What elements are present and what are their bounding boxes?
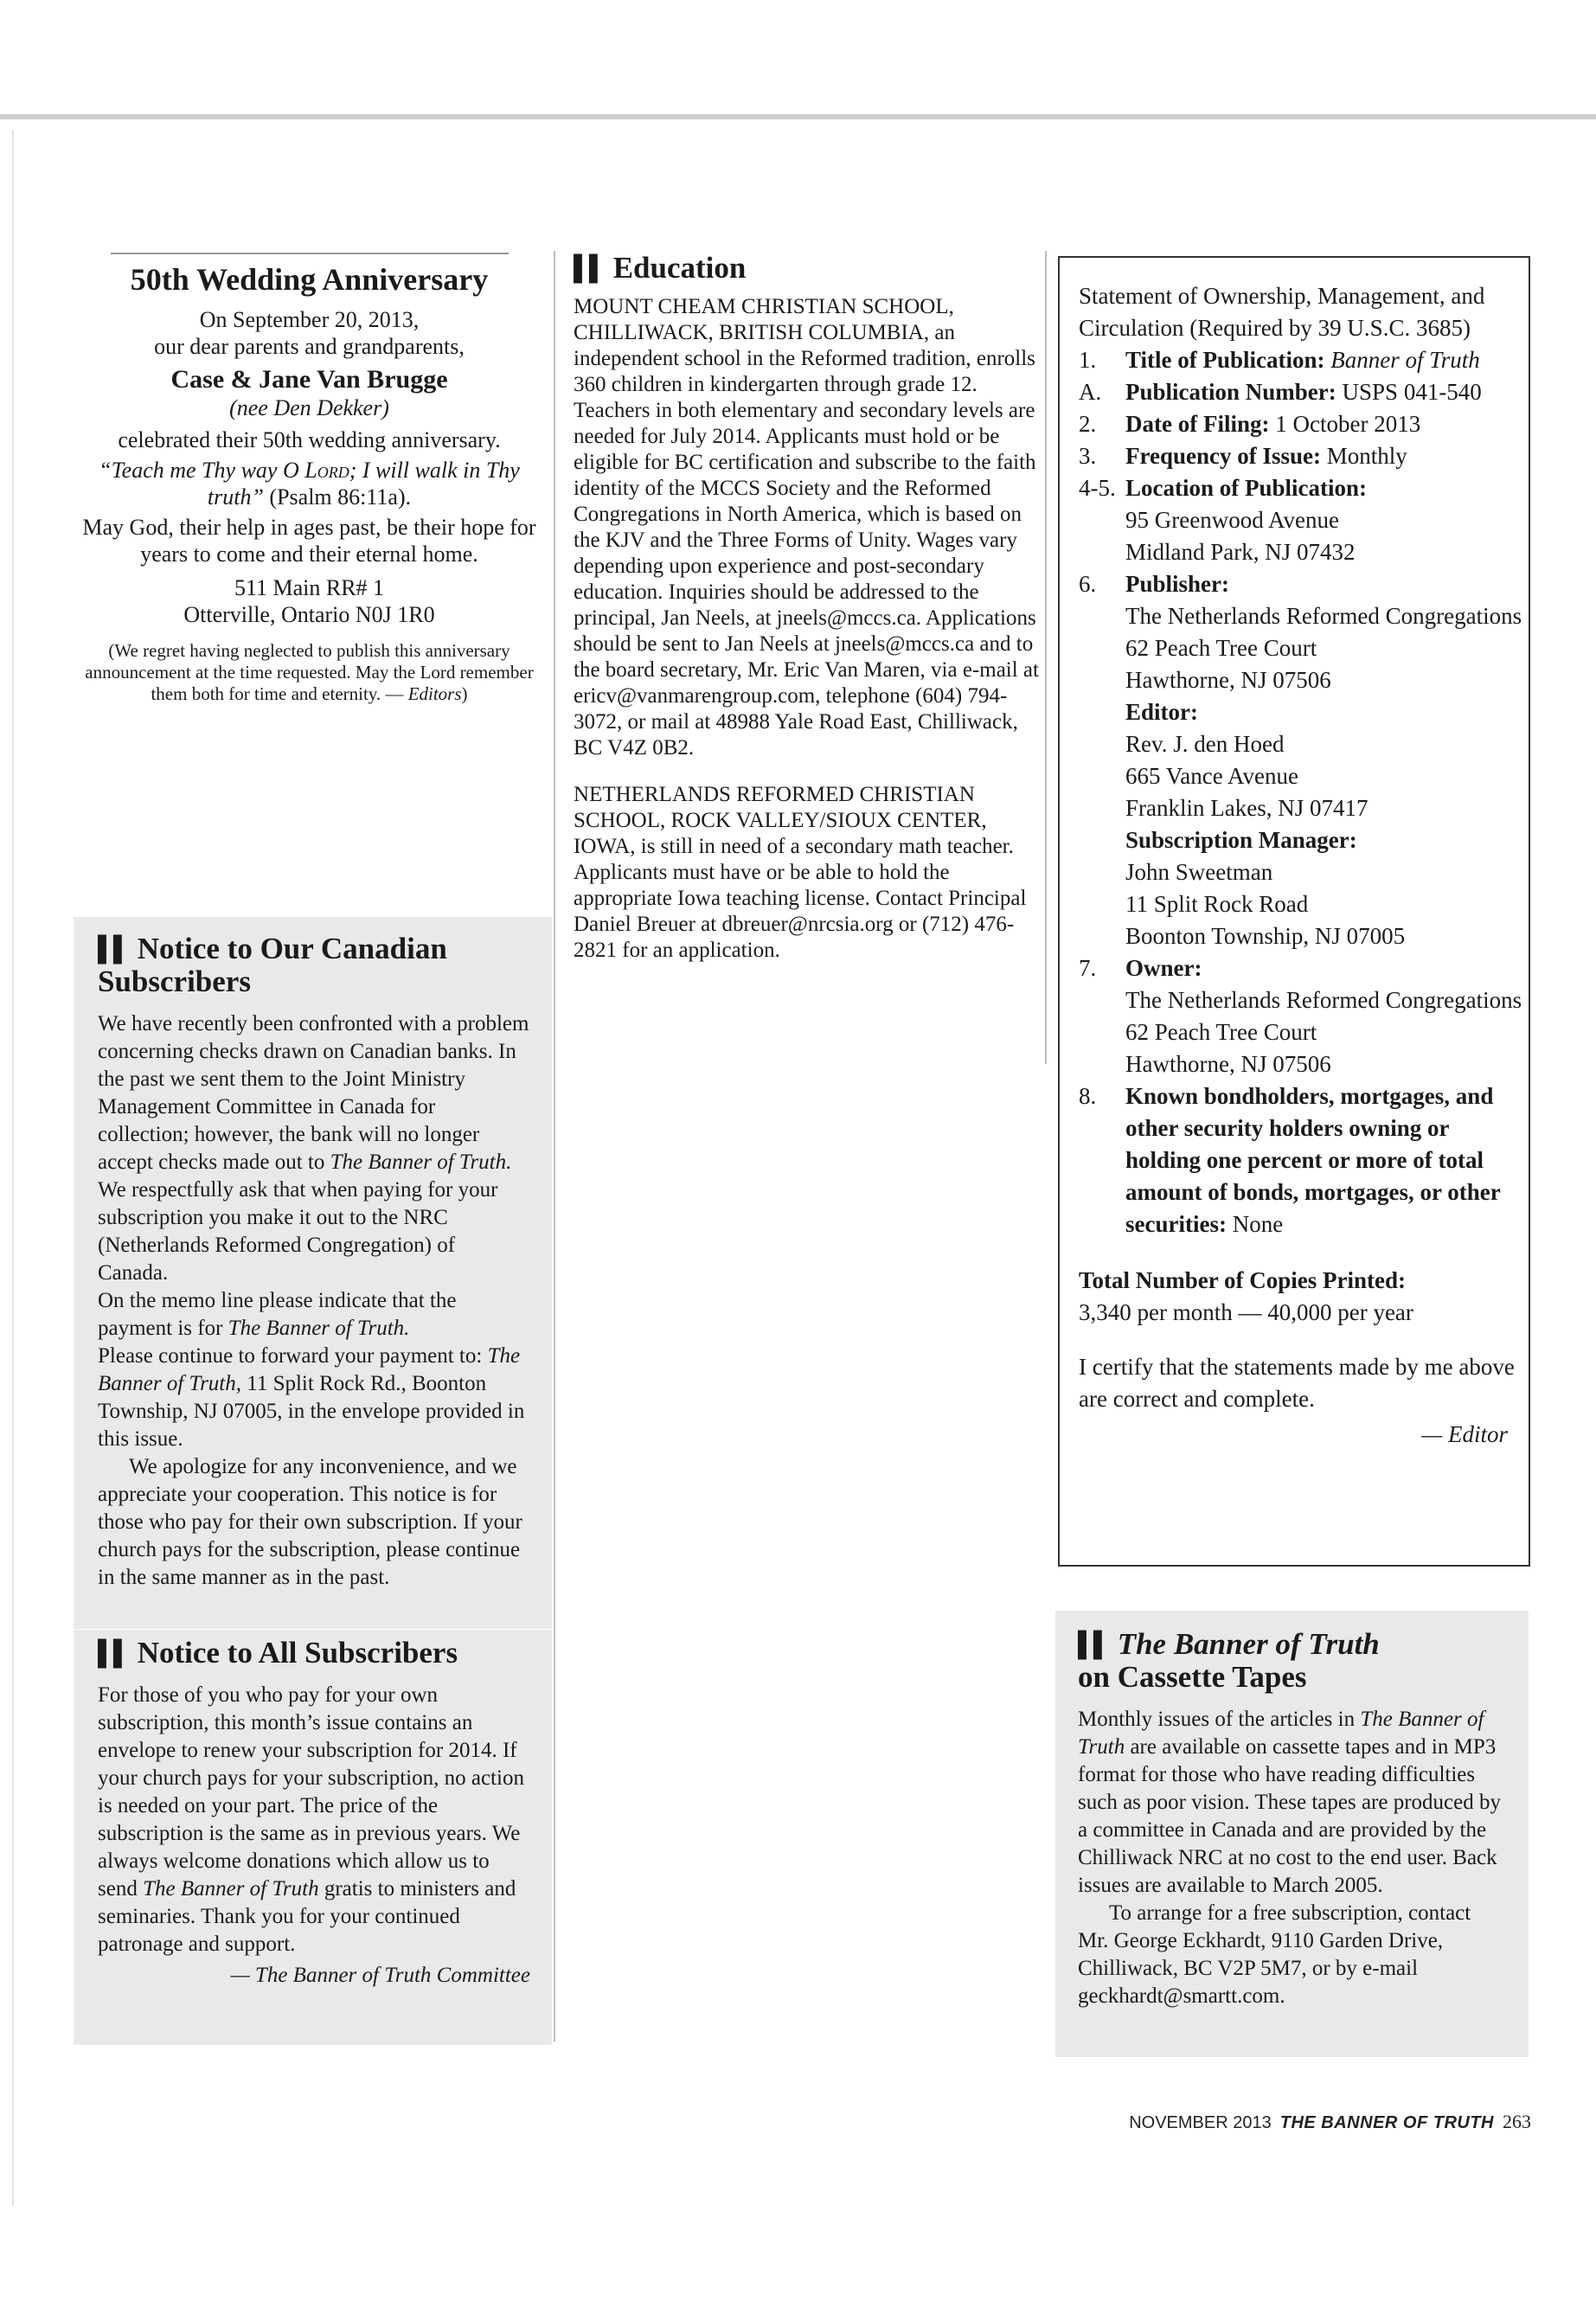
- item-value: None: [1232, 1211, 1284, 1237]
- section-bars-icon: ▌▌: [1078, 1631, 1109, 1657]
- statement-item: [1079, 440, 1529, 472]
- statement-item: [1079, 376, 1529, 408]
- p3-text-b: 11 Split Rock Rd., Boonton Township, NJ 07005, in the envelope provided in this issue.: [98, 1372, 525, 1451]
- statement-signature: — Editor: [1421, 1421, 1508, 1447]
- page-number: 263: [1503, 2111, 1531, 2132]
- anniversary-nee: (nee Den Dekker): [229, 395, 389, 420]
- cassette-title-rest: on Cassette Tapes: [1078, 1660, 1307, 1694]
- canadian-notice-p3: [98, 1343, 530, 1453]
- cassette-p2: To arrange for a free subscription, contact Mr. George Eckhardt, 9110 Garden Drive, Chilliwack, BC V2P 5M7, or by e-mail geckhardt@smartt.com.: [1078, 1901, 1471, 2008]
- address-line: 665 Vance Avenue: [1125, 763, 1298, 789]
- all-subscribers-title-text: Notice to All Subscribers: [137, 1636, 458, 1670]
- p3-text-a: Please continue to forward your payment to:: [98, 1344, 488, 1368]
- anniversary-announcement: [74, 253, 545, 705]
- section-bars-icon: ▌▌: [98, 935, 129, 962]
- item-label: Title of Publication:: [1125, 347, 1325, 373]
- education-section: [574, 251, 1041, 964]
- education-title-text: Education: [612, 251, 747, 285]
- anniversary-editor-note: [74, 640, 545, 705]
- address-line: The Netherlands Reformed Congregations: [1125, 987, 1522, 1013]
- item-label: Known bondholders, mortgages, and other security holders owning or holding one percent or more of total amount of bonds, mortgages, or other securities:: [1125, 1083, 1501, 1237]
- all-subscribers-title: [98, 1637, 530, 1670]
- all-subscribers-signature: — The Banner of Truth Committee: [230, 1964, 530, 1987]
- statement-intro: Statement of Ownership, Management, and Circulation (Required by 39 U.S.C. 3685): [1079, 283, 1485, 341]
- address-line: Hawthorne, NJ 07506: [1125, 1051, 1331, 1077]
- item-number: A.: [1079, 379, 1102, 405]
- item-number: 7.: [1079, 955, 1097, 981]
- cassette-title-italic: The Banner of Truth: [1117, 1627, 1380, 1661]
- footer-date: NOVEMBER 2013: [1129, 2113, 1272, 2132]
- canadian-notice-title: [98, 933, 530, 998]
- p1-text-a: Monthly issues of the articles in: [1078, 1708, 1361, 1731]
- address-line: Franklin Lakes, NJ 07417: [1125, 795, 1368, 821]
- subscription-manager-label: Subscription Manager:: [1125, 827, 1357, 853]
- education-netherlands-reformed: NETHERLANDS REFORMED CHRISTIAN SCHOOL, ROCK VALLEY/SIOUX CENTER, IOWA, is still in need of a secondary math teacher. Applicants must have or be able to hold the appropriate Iowa teaching license. Contact Principal Daniel Breuer at dbreuer@nrcsia.org or (712) 476-2821 for an application.: [574, 783, 1027, 962]
- section-bars-icon: ▌▌: [574, 254, 605, 281]
- verse-reference: (Psalm 86:11a).: [263, 484, 412, 510]
- total-copies-value: 3,340 per month — 40,000 per year: [1079, 1299, 1413, 1325]
- address-line: 95 Greenwood Avenue: [1125, 507, 1339, 533]
- column-divider-2: [1045, 251, 1047, 1064]
- p1-title: The Banner of Truth: [143, 1877, 319, 1900]
- p2-text-a: On the memo line please indicate that the payment is for: [98, 1289, 457, 1340]
- scan-edge-line: [0, 114, 1596, 119]
- item-number: 4-5.: [1079, 475, 1116, 501]
- verse-text-b: ; I will walk in Thy truth”: [207, 458, 520, 510]
- item-number: 8.: [1079, 1083, 1097, 1109]
- p3-title: The Banner of Truth,: [98, 1344, 521, 1395]
- address-line: Hawthorne, NJ 07506: [1125, 667, 1331, 693]
- verse-text-a: “Teach me Thy way O: [99, 458, 305, 483]
- address-line: John Sweetman: [1125, 859, 1273, 885]
- address-line: The Netherlands Reformed Congregations: [1125, 603, 1522, 629]
- cassette-p1: [1078, 1706, 1506, 1900]
- item-value: Monthly: [1326, 443, 1407, 469]
- statement-bondholders: [1079, 1080, 1529, 1240]
- item-number: 3.: [1079, 443, 1097, 469]
- footer-magazine: THE BANNER OF TRUTH: [1279, 2113, 1494, 2132]
- address-line: 62 Peach Tree Court: [1125, 635, 1317, 661]
- certification: I certify that the statements made by me above are correct and complete.: [1079, 1354, 1515, 1412]
- address-line: Boonton Township, NJ 07005: [1125, 923, 1406, 949]
- item-value: 1 October 2013: [1275, 411, 1421, 437]
- cassette-title: [1078, 1628, 1506, 1694]
- canadian-notice-p1: [98, 1010, 530, 1287]
- p1-text-b: gratis to ministers and seminaries. Thank you for your continued patronage and support.: [98, 1877, 516, 1956]
- p1-text-a: For those of you who pay for your own subscription, this month’s issue contains an envelope to renew your subscription for 2014. If your church pays for your subscription, no action is needed on your part. The price of the subscription is the same as in previous years. We always welcome donations which allow us to send: [98, 1683, 524, 1900]
- item-label: Location of Publication:: [1125, 475, 1368, 501]
- item-number: 1.: [1079, 347, 1097, 373]
- p1-title: The Banner of Truth: [1078, 1708, 1484, 1759]
- section-bars-icon: ▌▌: [98, 1639, 129, 1666]
- p1-text-b: We respectfully ask that when paying for your subscription you make it out to the NRC (Netherlands Reformed Congregation) of Canada.: [98, 1178, 498, 1285]
- editor-label: Editor:: [1125, 699, 1198, 725]
- cassette-tapes-box: [1055, 1611, 1529, 2057]
- canadian-notice-title-text: Notice to Our Canadian Subscribers: [98, 932, 447, 998]
- address-line: 62 Peach Tree Court: [1125, 1019, 1317, 1045]
- education-mount-cheam: MOUNT CHEAM CHRISTIAN SCHOOL, CHILLIWACK, BRITISH COLUMBIA, an independent school in the Reformed tradition, enrolls 360 children in kindergarten through grade 12. Teachers in both elementary and secondary levels are needed for July 2014. Applicants must hold or be eligible for BC certification and subscribe to the faith identity of the MCCS Society and the Reformed Congregations in North America, which is based on the KJV and the Three Forms of Unity. Wages vary depending upon experience and post-secondary education. Inquiries should be addressed to the principal, Jan Neels, at jneels@mccs.ca. Applications should be sent to Jan Neels at jneels@mccs.ca and to the board secretary, Mr. Eric Van Maren, via e-mail at ericv@vanmarengroup.com, telephone (604) 794-3072, or mail at 48988 Yale Road East, Chilliwack, BC V4Z 0B2.: [574, 295, 1039, 760]
- note-end: ): [461, 683, 468, 704]
- statement-publisher: [1079, 568, 1529, 952]
- anniversary-celebrated: celebrated their 50th wedding anniversary.: [118, 427, 501, 452]
- scan-left-edge: [12, 130, 14, 2206]
- item-label: Date of Filing:: [1125, 411, 1270, 437]
- note-editors: Editors: [407, 683, 462, 704]
- item-value: USPS 041-540: [1342, 379, 1482, 405]
- anniversary-address-1: 511 Main RR# 1: [234, 575, 385, 600]
- item-label: Publisher:: [1125, 571, 1230, 597]
- anniversary-verse: [74, 457, 545, 510]
- page-footer: [1099, 2111, 1531, 2133]
- statement-location: [1079, 472, 1529, 568]
- canadian-notice-p4: We apologize for any inconvenience, and we appreciate your cooperation. This notice is for those who pay for their own subscription. If your church pays for the subscription, please continue in the same manner as in the past.: [98, 1455, 522, 1589]
- anniversary-names: Case & Jane Van Brugge: [170, 365, 448, 394]
- item-label: Frequency of Issue:: [1125, 443, 1321, 469]
- total-copies: [1079, 1265, 1529, 1329]
- p1-text-b: are available on cassette tapes and in MP3 format for those who have reading difficulties such as poor vision. These tapes are produced by a committee in Canada and are provided by the Chilliwack NRC at no cost to the end user. Back issues are available to March 2005.: [1078, 1735, 1501, 1897]
- verse-lord: Lord: [304, 458, 349, 483]
- canadian-notice-p2: [98, 1287, 530, 1343]
- all-subscribers-p1: [98, 1682, 530, 1958]
- education-title: [574, 251, 1041, 285]
- item-number: 6.: [1079, 571, 1097, 597]
- anniversary-date-line: On September 20, 2013,: [199, 307, 420, 332]
- address-line: 11 Split Rock Road: [1125, 891, 1309, 917]
- total-copies-label: Total Number of Copies Printed:: [1079, 1267, 1406, 1293]
- canadian-notice-box: [74, 917, 552, 1629]
- p1-title: The Banner of Truth.: [330, 1150, 512, 1174]
- statement-item: [1079, 408, 1529, 440]
- address-line: Rev. J. den Hoed: [1125, 731, 1285, 757]
- p2-title: The Banner of Truth.: [228, 1317, 410, 1340]
- item-label: Publication Number:: [1125, 379, 1336, 405]
- anniversary-address-2: Otterville, Ontario N0J 1R0: [183, 602, 435, 627]
- statement-owner: [1079, 952, 1529, 1080]
- statement-of-ownership: [1058, 256, 1530, 1567]
- note-text: (We regret having neglected to publish this anniversary announcement at the time requested. May the Lord remember them both for time and eternity. —: [85, 640, 534, 704]
- address-line: Midland Park, NJ 07432: [1125, 539, 1356, 565]
- page-top-margin: [0, 0, 1596, 121]
- anniversary-blessing: May God, their help in ages past, be their hope for years to come and their eternal home.: [82, 515, 536, 567]
- p1-text-a: We have recently been confronted with a problem concerning checks drawn on Canadian banks. In the past we sent them to the Joint Ministry Management Committee in Canada for collection; however, the bank will no longer accept checks made out to: [98, 1012, 529, 1174]
- anniversary-parents-line: our dear parents and grandparents,: [154, 334, 465, 359]
- item-number: 2.: [1079, 411, 1097, 437]
- anniversary-title: 50th Wedding Anniversary: [130, 262, 489, 297]
- column-divider-1: [554, 251, 555, 2041]
- statement-item: [1079, 344, 1529, 376]
- anniversary-top-rule: [111, 253, 509, 254]
- item-value: Banner of Truth: [1330, 347, 1480, 373]
- item-label: Owner:: [1125, 955, 1202, 981]
- all-subscribers-box: [74, 1630, 552, 2045]
